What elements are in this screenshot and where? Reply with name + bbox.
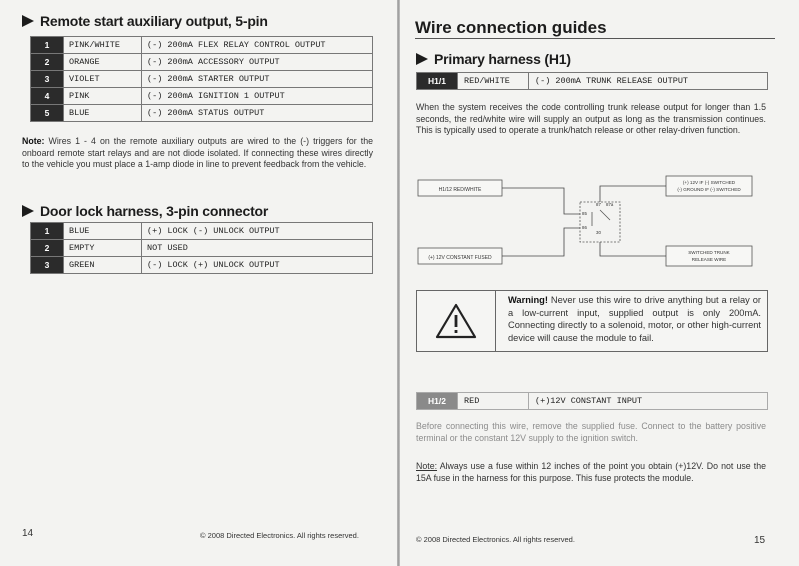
- section-title-aux-output: Remote start auxiliary output, 5-pin: [22, 13, 268, 29]
- page-number-left: 14: [22, 528, 34, 539]
- diagram-box-right-top: [666, 176, 752, 196]
- warning-label: Warning!: [508, 295, 548, 305]
- section-title-door-lock: Door lock harness, 3-pin connector: [22, 203, 268, 219]
- table-row: [31, 71, 373, 88]
- wire-function: (-) 200mA FLEX RELAY CONTROL OUTPUT: [142, 37, 373, 54]
- wire-color: RED: [457, 393, 528, 409]
- warning-text: [496, 291, 767, 351]
- wire-color: GREEN: [64, 257, 142, 274]
- wire-function: (-) 200mA STARTER OUTPUT: [142, 71, 373, 88]
- warning-body: Never use this wire to drive anything but a relay or a low-current input, supplied output is only 200mA. Connecting directly to a solenoid, motor, or other high-current device will cause the module to fail.: [508, 295, 761, 343]
- h1-1-row: [416, 72, 768, 90]
- pin-number: 4: [31, 88, 64, 105]
- connector-tag: H1/2: [417, 393, 457, 409]
- table-row: [31, 54, 373, 71]
- diagram-label-trunk-2: RELEASE WIRE: [691, 257, 727, 262]
- pin-number: 1: [31, 37, 64, 54]
- note-label: Note:: [416, 461, 438, 471]
- wire-function: (-) 200mA TRUNK RELEASE OUTPUT: [528, 73, 767, 89]
- wire-color: VIOLET: [64, 71, 142, 88]
- table-row: [31, 37, 373, 54]
- h1-2-description: Before connecting this wire, remove the supplied fuse. Connect to the battery positive terminal or the constant 12V supply to the ignition switch.: [416, 421, 766, 443]
- wire-function: (-) 200mA ACCESSORY OUTPUT: [142, 54, 373, 71]
- aux-output-table: [30, 36, 373, 122]
- wire-color: BLUE: [64, 223, 142, 240]
- left-page: [0, 0, 397, 566]
- pin-number: 3: [31, 71, 64, 88]
- relay-pin-87a: 87a: [606, 202, 614, 207]
- wire-color: RED/WHITE: [457, 73, 528, 89]
- note-label: Note:: [22, 136, 45, 146]
- wire-color: EMPTY: [64, 240, 142, 257]
- wire-function: (+) LOCK (-) UNLOCK OUTPUT: [142, 223, 373, 240]
- diagram-label-trunk-1: SWITCHED TRUNK: [688, 250, 730, 255]
- pin-number: 3: [31, 257, 64, 274]
- arrow-right-icon: [22, 15, 34, 27]
- relay-pin-87: 87: [596, 202, 601, 207]
- diagram-label-red-white: H1/12 RED/WHITE: [438, 187, 482, 193]
- wire-color: ORANGE: [64, 54, 142, 71]
- wire-87: [600, 186, 666, 202]
- pin-number: 1: [31, 223, 64, 240]
- arrow-right-icon: [416, 53, 428, 65]
- h1-1-description: When the system receives the code controlling trunk release output for longer than 1.5 seconds, the red/white wire will supply an output as long as the transmission continues. This is typically used to operate a trunk/hatch release or other relay-driven function.: [416, 102, 766, 135]
- h1-2-row: [416, 392, 768, 410]
- fuse-note-paragraph: [416, 461, 766, 484]
- warning-box: [416, 290, 768, 352]
- wire-color: PINK: [64, 88, 142, 105]
- right-page: [400, 0, 799, 566]
- note-text: Wires 1 - 4 on the remote auxiliary outputs are wired to the (-) triggers for the onboard remote start relays and are not diode isolated. If connecting these wires directly to the vehicle you must place a 1-amp diode in line to prevent feedback from the vehicle.: [22, 136, 373, 169]
- wire-constant: [502, 228, 580, 256]
- table-row: [31, 88, 373, 105]
- table-row: [31, 105, 373, 122]
- title-underline: [415, 38, 775, 39]
- wire-function: (-) LOCK (+) UNLOCK OUTPUT: [142, 257, 373, 274]
- pin-number: 2: [31, 240, 64, 257]
- wire-function: (+)12V CONSTANT INPUT: [528, 393, 767, 409]
- relay-pin-86: 86: [582, 225, 587, 230]
- arrow-right-icon: [22, 205, 34, 217]
- section-title-primary-harness: Primary harness (H1): [416, 51, 571, 67]
- wire-function: (-) 200mA STATUS OUTPUT: [142, 105, 373, 122]
- pin-number: 2: [31, 54, 64, 71]
- table-row: [31, 240, 373, 257]
- page-number-right: 15: [754, 535, 766, 546]
- wire-color: BLUE: [64, 105, 142, 122]
- wire-trigger: [502, 188, 580, 214]
- wire-color: PINK/WHITE: [64, 37, 142, 54]
- diagram-label-switched-1: (+) 12V IF (-) SWITCHED: [682, 180, 736, 185]
- relay-pin-85: 85: [582, 211, 587, 216]
- copyright-left: © 2008 Directed Electronics. All rights reserved.: [200, 531, 359, 540]
- wire-30: [600, 242, 666, 256]
- connector-tag: H1/1: [417, 73, 457, 89]
- relay-pin-30: 30: [596, 230, 601, 235]
- table-row: [31, 223, 373, 240]
- relay-wiring-diagram: [414, 170, 784, 270]
- wire-function: NOT USED: [142, 240, 373, 257]
- page-title: Wire connection guides: [415, 18, 607, 37]
- diagram-box-right-bottom: [666, 246, 752, 266]
- wire-function: (-) 200mA IGNITION 1 OUTPUT: [142, 88, 373, 105]
- relay-body: [580, 202, 620, 242]
- aux-note-paragraph: [22, 136, 373, 171]
- note-text: Always use a fuse within 12 inches of the point you obtain (+)12V. Do not use the 15A fuse in the harness for this purpose. This fuse protects the module.: [416, 461, 766, 483]
- warning-triangle-icon: [417, 291, 496, 351]
- diagram-label-constant-fused: (+) 12V CONSTANT FUSED: [428, 255, 492, 261]
- pin-number: 5: [31, 105, 64, 122]
- table-row: [31, 257, 373, 274]
- diagram-label-switched-2: (-) GROUND IF (-) SWITCHED: [677, 187, 741, 192]
- door-lock-table: [30, 222, 373, 274]
- copyright-right: © 2008 Directed Electronics. All rights reserved.: [416, 535, 575, 544]
